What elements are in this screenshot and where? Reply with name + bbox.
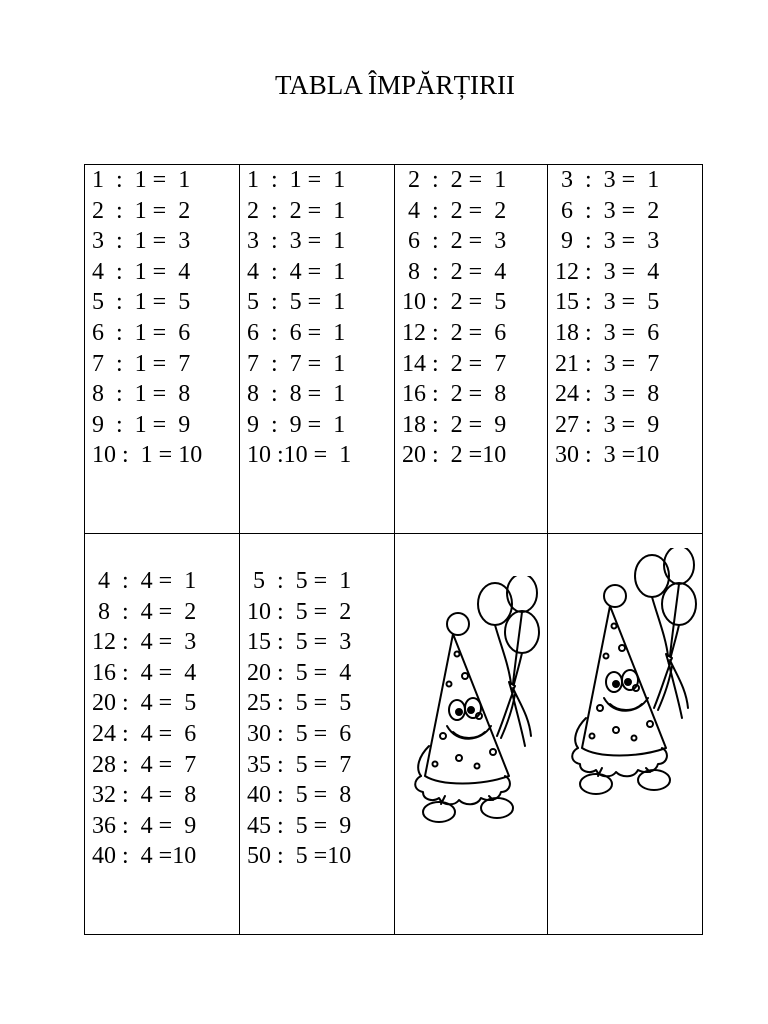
equation: 36 : 4 = 9 bbox=[92, 812, 197, 839]
equation: 16 : 4 = 4 bbox=[92, 659, 197, 686]
equation: 6 : 3 = 2 bbox=[555, 197, 660, 224]
equation: 27 : 3 = 9 bbox=[555, 411, 660, 438]
block-divide-by-4 bbox=[85, 534, 240, 935]
equation: 18 : 3 = 6 bbox=[555, 319, 660, 346]
equation: 18 : 2 = 9 bbox=[402, 411, 507, 438]
equation: 24 : 4 = 6 bbox=[92, 720, 197, 747]
equation: 5 : 5 = 1 bbox=[247, 568, 352, 594]
block-divide-by-3 bbox=[548, 165, 703, 534]
equation: 25 : 5 = 5 bbox=[247, 690, 352, 717]
equation: 4 : 4 = 1 bbox=[92, 568, 197, 594]
equation: 3 : 3 = 1 bbox=[555, 167, 660, 193]
equation: 4 : 2 = 2 bbox=[402, 197, 507, 224]
page-title: TABLA ÎMPĂRȚIRII bbox=[274, 70, 516, 100]
equation: 9 : 1 = 9 bbox=[92, 411, 191, 438]
equation: 20 : 4 = 5 bbox=[92, 690, 197, 717]
equation: 21 : 3 = 7 bbox=[555, 350, 660, 377]
equation: 7 : 1 = 7 bbox=[92, 350, 191, 377]
block-divide-by-1 bbox=[85, 165, 240, 534]
equation: 28 : 4 = 7 bbox=[92, 751, 197, 778]
equation: 8 : 1 = 8 bbox=[92, 381, 191, 408]
table-row bbox=[85, 165, 703, 534]
equation: 9 : 3 = 3 bbox=[555, 228, 660, 255]
equation: 8 : 4 = 2 bbox=[92, 598, 197, 625]
equation: 30 : 5 = 6 bbox=[247, 720, 352, 747]
illustration-cell bbox=[548, 534, 703, 935]
block-self-division bbox=[240, 165, 395, 534]
equation: 6 : 1 = 6 bbox=[92, 319, 191, 346]
equation: 14 : 2 = 7 bbox=[402, 350, 507, 377]
equation: 15 : 5 = 3 bbox=[247, 629, 352, 656]
equation: 8 : 2 = 4 bbox=[402, 258, 507, 285]
equation: 3 : 1 = 3 bbox=[92, 228, 191, 255]
equation: 50 : 5 =10 bbox=[247, 843, 352, 870]
equation: 40 : 5 = 8 bbox=[247, 782, 352, 809]
illustration-cell bbox=[395, 534, 548, 935]
equation: 35 : 5 = 7 bbox=[247, 751, 352, 778]
equation: 30 : 3 =10 bbox=[555, 442, 660, 469]
equation: 8 : 8 = 1 bbox=[247, 381, 346, 408]
block-divide-by-2 bbox=[395, 165, 548, 534]
equation: 2 : 2 = 1 bbox=[247, 197, 346, 224]
equation: 1 : 1 = 1 bbox=[247, 167, 346, 193]
table-row bbox=[85, 534, 703, 935]
equation: 7 : 7 = 1 bbox=[247, 350, 346, 377]
party-hat-character-icon bbox=[401, 576, 541, 886]
equation: 20 : 5 = 4 bbox=[247, 659, 352, 686]
party-hat-character-icon bbox=[558, 548, 698, 858]
equation: 10 : 2 = 5 bbox=[402, 289, 507, 316]
equation: 10 :10 = 1 bbox=[247, 442, 352, 469]
equation: 12 : 3 = 4 bbox=[555, 258, 660, 285]
equation: 2 : 1 = 2 bbox=[92, 197, 191, 224]
equation: 4 : 1 = 4 bbox=[92, 258, 191, 285]
equation: 45 : 5 = 9 bbox=[247, 812, 352, 839]
equation: 5 : 1 = 5 bbox=[92, 289, 191, 316]
equation: 3 : 3 = 1 bbox=[247, 228, 346, 255]
equation: 24 : 3 = 8 bbox=[555, 381, 660, 408]
equation: 2 : 2 = 1 bbox=[402, 167, 507, 193]
equation: 1 : 1 = 1 bbox=[92, 167, 191, 193]
equation: 12 : 2 = 6 bbox=[402, 319, 507, 346]
equation: 6 : 2 = 3 bbox=[402, 228, 507, 255]
equation: 32 : 4 = 8 bbox=[92, 782, 197, 809]
equation: 10 : 1 = 10 bbox=[92, 442, 203, 469]
equation: 12 : 4 = 3 bbox=[92, 629, 197, 656]
equation: 16 : 2 = 8 bbox=[402, 381, 507, 408]
equation: 5 : 5 = 1 bbox=[247, 289, 346, 316]
division-table bbox=[84, 164, 703, 935]
equation: 4 : 4 = 1 bbox=[247, 258, 346, 285]
equation: 20 : 2 =10 bbox=[402, 442, 507, 469]
equation: 10 : 5 = 2 bbox=[247, 598, 352, 625]
equation: 40 : 4 =10 bbox=[92, 843, 197, 870]
block-divide-by-5 bbox=[240, 534, 395, 935]
equation: 6 : 6 = 1 bbox=[247, 319, 346, 346]
equation: 9 : 9 = 1 bbox=[247, 411, 346, 438]
equation: 15 : 3 = 5 bbox=[555, 289, 660, 316]
